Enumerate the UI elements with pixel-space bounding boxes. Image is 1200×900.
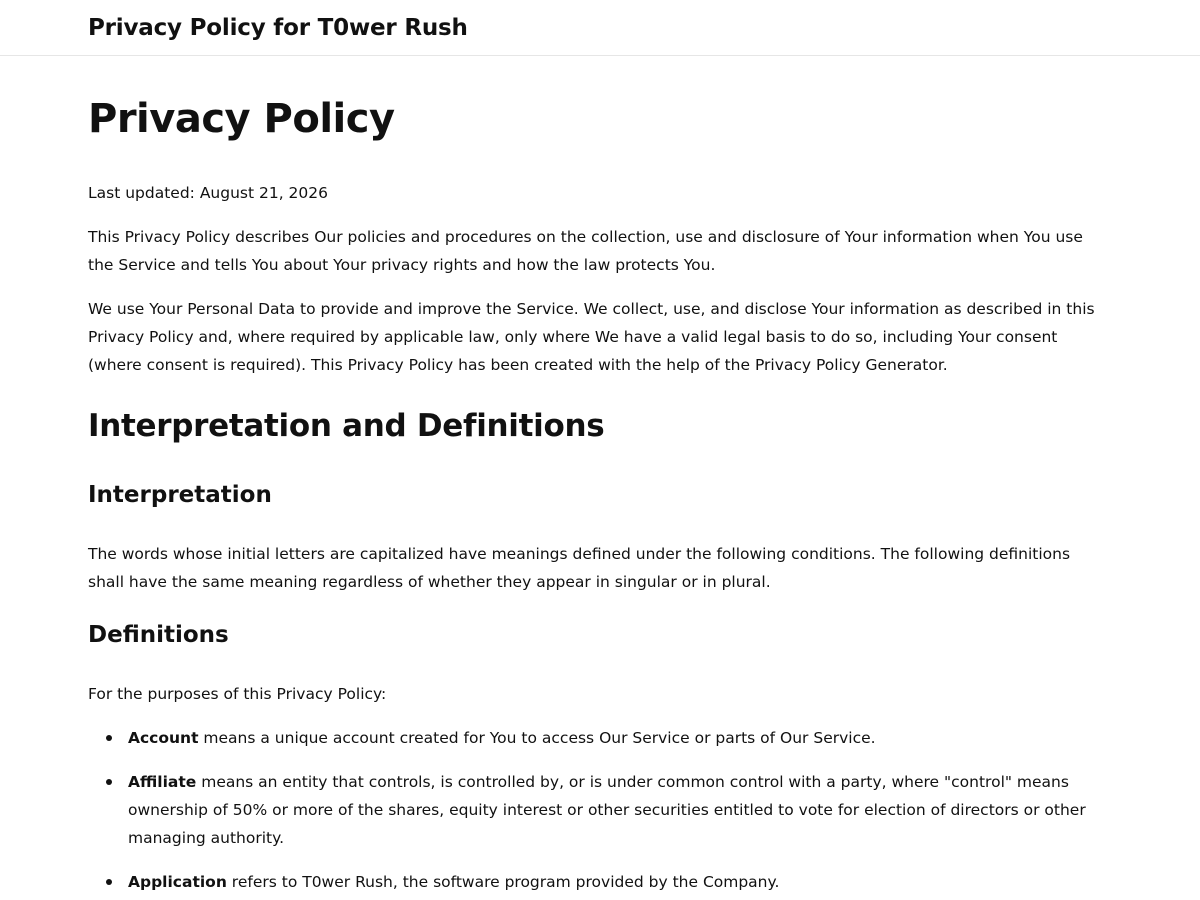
site-header (0, 0, 1200, 56)
definition-text: means a unique account created for You to access Our Service or parts of Our Service. (198, 729, 876, 747)
definition-text: means an entity that controls, is controlled by, or is under common control with a party, where "control" means ownership of 50% or more of the shares, equity interest or other securities entitled to vote for election of directors or other managing authority. (128, 773, 1086, 847)
bullet-icon (106, 879, 112, 885)
list-item (128, 868, 1118, 896)
interpretation-paragraph: The words whose initial letters are capitalized have meanings defined under the following conditions. The following definitions shall have the same meaning regardless of whether they appear in singular or in plural. (88, 545, 1071, 591)
subheading-definitions: Definitions (88, 622, 229, 648)
list-item (128, 724, 1118, 752)
intro-paragraph-2: We use Your Personal Data to provide and improve the Service. We collect, use, and disclose Your information as described in this Privacy Policy and, where required by applicable law, only where We have a valid legal basis to do so, including Your consent (where consent is required). This Privacy Policy has been created with the help of the Privacy Policy Generator. (88, 300, 1095, 374)
list-item (128, 768, 1118, 852)
bullet-icon (106, 735, 112, 741)
definition-term: Affiliate (128, 773, 197, 791)
bullet-icon (106, 779, 112, 785)
intro-paragraph-1: This Privacy Policy describes Our policies and procedures on the collection, use and disclosure of Your information when You use the Service and tells You about Your privacy rights and how the law protects You. (88, 228, 1083, 274)
site-title: Privacy Policy for T0wer Rush (88, 14, 468, 41)
definitions-intro: For the purposes of this Privacy Policy: (88, 685, 387, 703)
definition-term: Application (128, 873, 227, 891)
definition-text: refers to T0wer Rush, the software program provided by the Company. (226, 873, 780, 891)
page-title: Privacy Policy (88, 96, 395, 142)
definition-term: Account (128, 729, 199, 747)
last-updated: Last updated: August 21, 2026 (88, 184, 329, 202)
section-heading-interpretation-definitions: Interpretation and Definitions (88, 408, 605, 444)
subheading-interpretation: Interpretation (88, 482, 272, 508)
